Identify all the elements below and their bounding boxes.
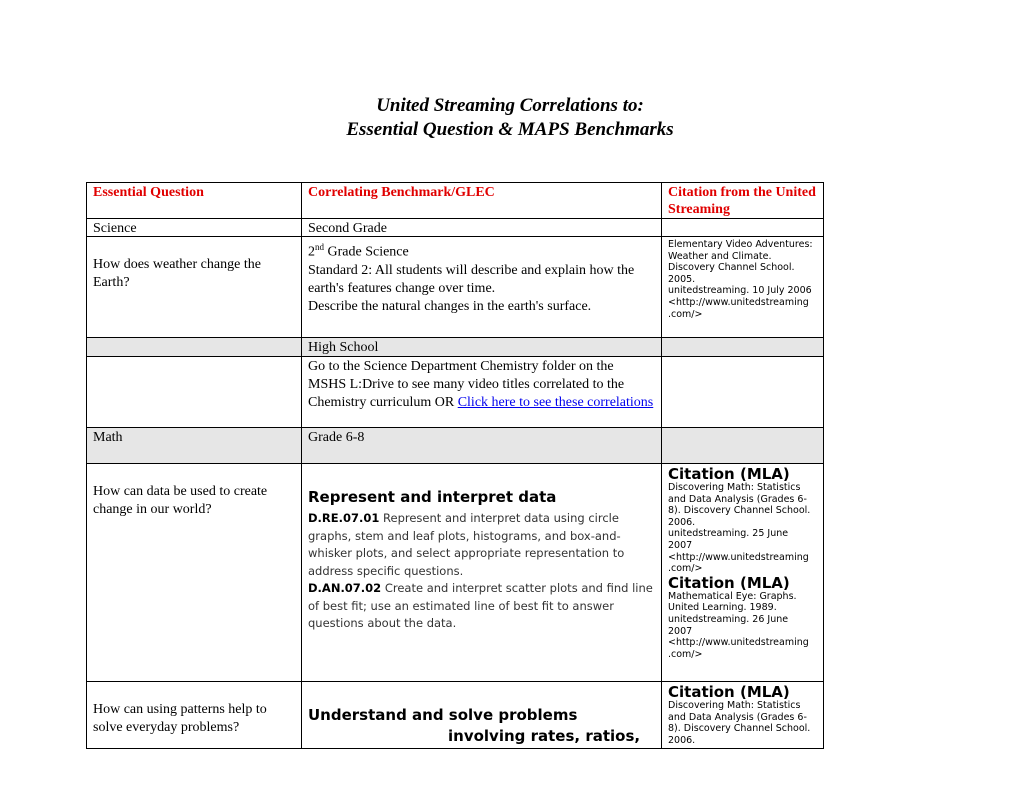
empty-cell [661,427,824,464]
empty-cell [86,337,302,357]
math-benchmark-1 [301,463,662,682]
grade-label: 2nd Grade Science [308,242,409,260]
benchmark-heading: Represent and interpret data [308,488,557,506]
header-citation: Citation from the United Streaming [661,182,824,219]
empty-cell [661,218,824,237]
standard-text: Standard 2: All students will describe and explain how the earth's features change over time. [308,262,635,296]
benchmark-d-an-07-02: D.AN.07.02 Create and interpret scatter plots and find line of best fit; use an estimated line of best fit to answer questions about the data. [308,581,653,630]
benchmark-d-re-07-01: D.RE.07.01 Represent and interpret data using circle graphs, stem and leaf plots, histograms, and box-and-whisker plots, and select appropriate representation to address specific questions. [308,511,625,578]
empty-cell [86,356,302,428]
chemistry-text: Go to the Science Department Chemistry folder on the MSHS L:Drive to see many video titles correlated to the Chemistry curriculum OR Click here to see these correlations [301,356,662,428]
doc-title-line2: Essential Question & MAPS Benchmarks [346,119,674,140]
science-subject: Science [86,218,302,237]
science-citation: Elementary Video Adventures: Weather and Climate. Discovery Channel School. 2005. unitedstreaming. 10 July 2006 <http://www.unitedstreaming .com/> [661,236,824,338]
correlations-link[interactable]: Click here to see these correlations [457,395,654,410]
science-grade: Second Grade [301,218,662,237]
high-school-label: High School [301,337,662,357]
header-benchmark: Correlating Benchmark/GLEC [301,182,662,219]
math-question-1: How can data be used to create change in our world? [86,463,302,682]
math-question-2: How can using patterns help to solve everyday problems? [86,681,302,749]
header-essential-question: Essential Question [86,182,302,219]
science-question: How does weather change the Earth? [86,236,302,338]
empty-cell [661,337,824,357]
math-benchmark-2: Understand and solve problems involving rates, ratios, [301,681,662,749]
math-subject: Math [86,427,302,464]
math-citation-2: Citation (MLA) Discovering Math: Statistics and Data Analysis (Grades 6-8). Discovery Channel School. 2006. [661,681,824,749]
science-benchmark [301,236,662,338]
math-grade: Grade 6-8 [301,427,662,464]
describe-text: Describe the natural changes in the earth's surface. [308,298,592,314]
math-citation-1: Citation (MLA) Discovering Math: Statistics and Data Analysis (Grades 6-8). Discovery Channel School. 2006. unitedstreaming. 25 June 2007 <http://www.unitedstreaming .com/> Citation (MLA) Mathematical Eye: Graphs. United Learning. 1989. unitedstreaming. 26 June 2007 <http://www.unitedstreaming .com/> [661,463,824,682]
empty-cell [661,356,824,428]
doc-title-line1: United Streaming Correlations to: [376,95,644,116]
